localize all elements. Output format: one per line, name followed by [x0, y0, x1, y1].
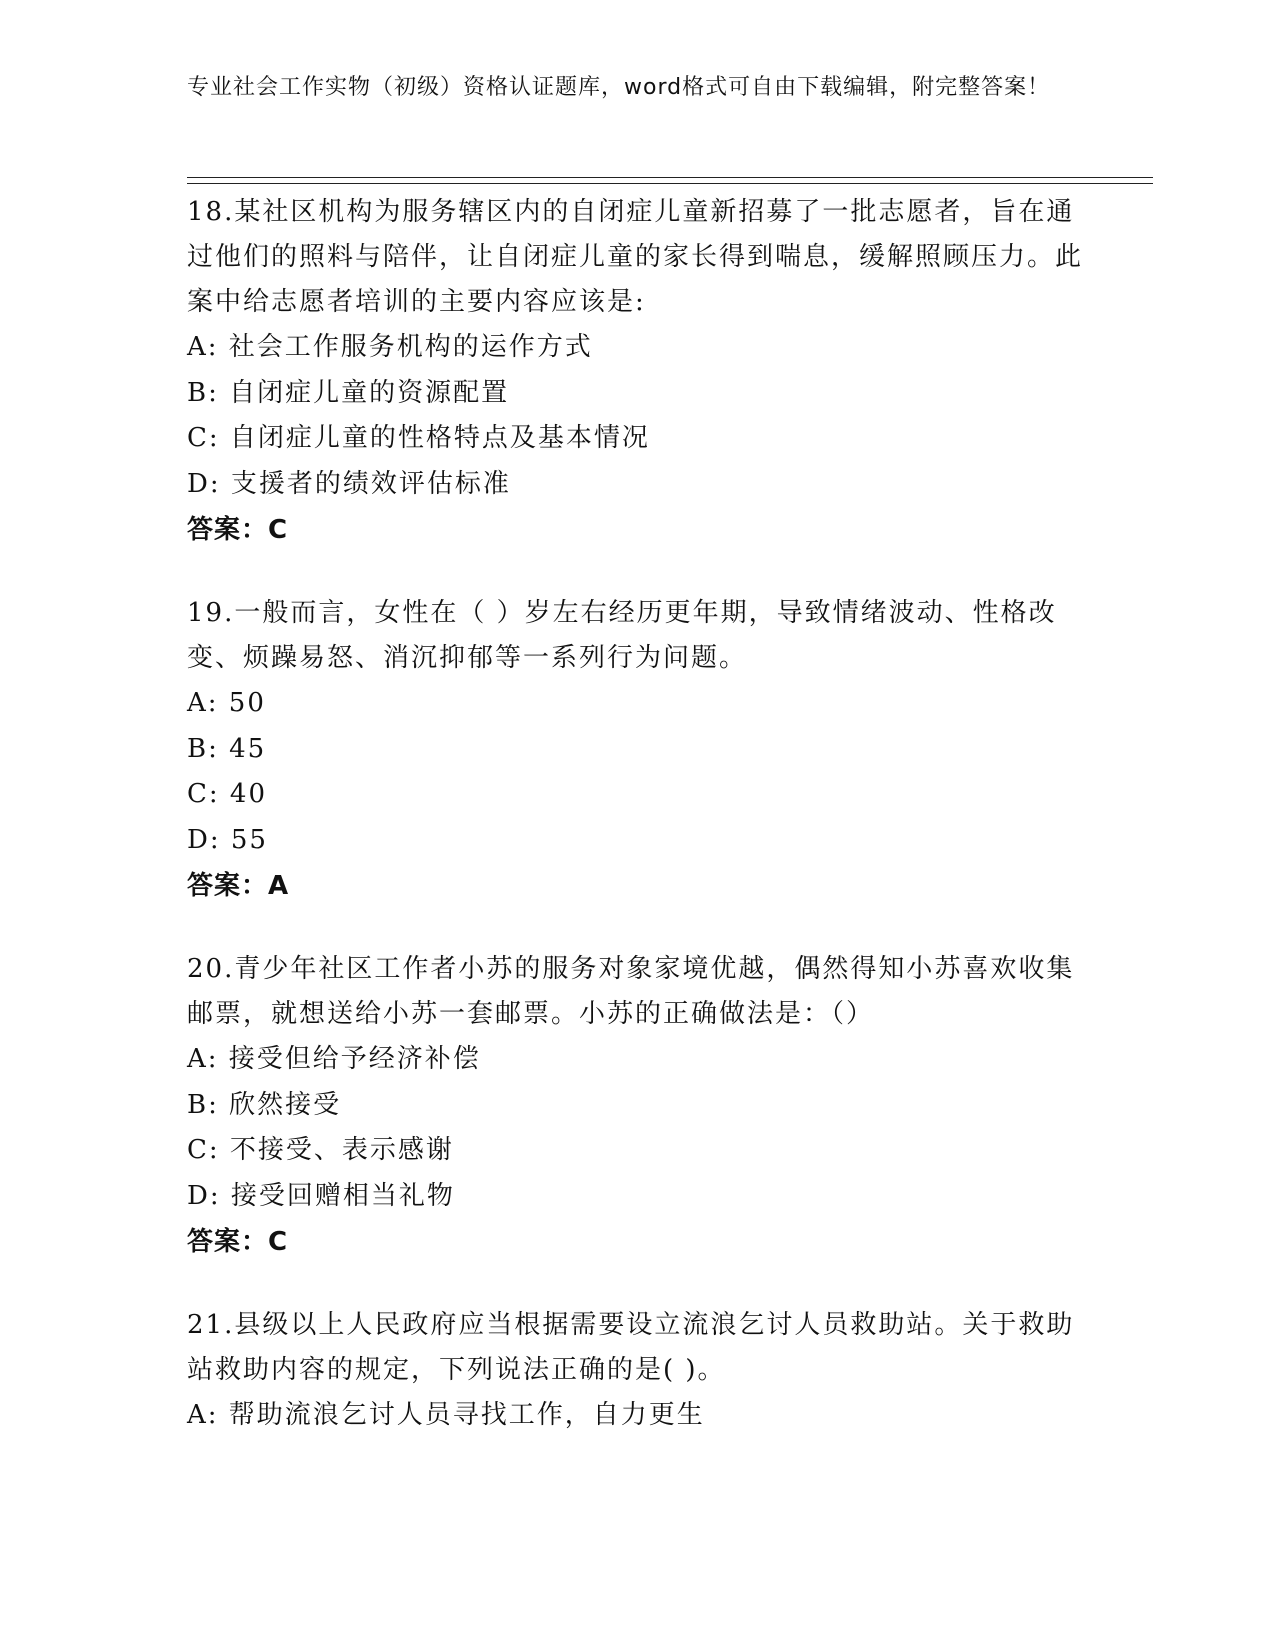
- question-20: [187, 947, 1087, 1265]
- option-a: A: 社会工作服务机构的运作方式: [187, 332, 593, 362]
- question-list: [187, 190, 1087, 1477]
- option-c: C: 自闭症儿童的性格特点及基本情况: [187, 423, 650, 453]
- question-19: [187, 591, 1087, 909]
- answer-line: 答案：C: [187, 1227, 289, 1257]
- option-b: B: 45: [187, 733, 267, 764]
- option-b: B: 欣然接受: [187, 1089, 342, 1120]
- header-text: 专业社会工作实物（初级）资格认证题库，word格式可自由下载编辑，附完整答案！: [187, 75, 1051, 100]
- option-c: C: 40: [187, 779, 268, 809]
- question-stem: 21.县级以上人民政府应当根据需要设立流浪乞讨人员救助站。关于救助站救助内容的规定，下列说法正确的是( )。: [187, 1310, 1075, 1385]
- question-21: [187, 1303, 1087, 1439]
- option-c: C: 不接受、表示感谢: [187, 1135, 454, 1165]
- question-stem: 19.一般而言，女性在（ ）岁左右经历更年期，导致情绪波动、性格改变、烦躁易怒、消沉抑郁等一系列行为问题。: [187, 598, 1057, 673]
- question-stem: 20.青少年社区工作者小苏的服务对象家境优越，偶然得知小苏喜欢收集邮票，就想送给小苏一套邮票。小苏的正确做法是：（）: [187, 954, 1075, 1029]
- option-d: D: 55: [187, 824, 268, 855]
- option-b: B: 自闭症儿童的资源配置: [187, 377, 510, 408]
- option-a: A: 接受但给予经济补偿: [187, 1044, 481, 1074]
- option-d: D: 支援者的绩效评估标准: [187, 468, 511, 499]
- answer-line: 答案：A: [187, 871, 290, 901]
- question-stem: 18.某社区机构为服务辖区内的自闭症儿童新招募了一批志愿者，旨在通过他们的照料与陪伴，让自闭症儿童的家长得到喘息，缓解照顾压力。此案中给志愿者培训的主要内容应该是:: [187, 197, 1084, 317]
- header-divider-bottom: [187, 183, 1153, 184]
- option-a: A: 帮助流浪乞讨人员寻找工作，自力更生: [187, 1400, 705, 1430]
- option-d: D: 接受回赠相当礼物: [187, 1180, 455, 1211]
- answer-line: 答案：C: [187, 515, 289, 545]
- option-a: A: 50: [187, 688, 266, 718]
- document-header: [187, 72, 1067, 104]
- header-divider-top: [187, 177, 1153, 178]
- question-18: [187, 190, 1087, 553]
